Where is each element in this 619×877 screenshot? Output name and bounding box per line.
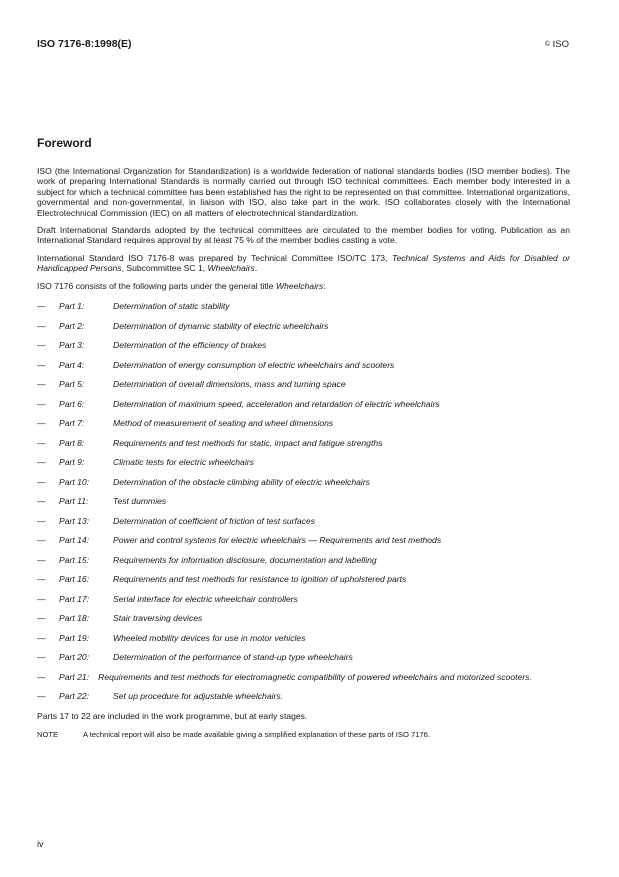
list-item bbox=[37, 613, 570, 623]
part-number: Part 2: bbox=[59, 320, 85, 331]
part-title: Determination of coefficient of friction of test surfaces bbox=[113, 515, 316, 526]
copyright-notice bbox=[545, 39, 569, 50]
committee-title: Technical Systems and Aids for Disabled or Handicapped Persons bbox=[37, 252, 570, 274]
list-dash: — bbox=[37, 437, 46, 448]
list-item bbox=[37, 360, 570, 370]
list-dash: — bbox=[37, 398, 46, 409]
part-title: Set up procedure for adjustable wheelchairs. bbox=[113, 691, 284, 702]
paragraph-iso-intro: ISO (the International Organization for Standardization) is a worldwide federation of national standards bodies (ISO member bodies). The work of preparing International Standards is normally carried out through ISO technical committees. Each member body interested in a subject for which a technical committee has been established has the right to be represented on that committee. International organizations, governmental and non-governmental, in liaison with ISO, also take part in the work. ISO collaborates closely with the International Electrotechnical Commission (IEC) on all matters of electrotechnical standardization. bbox=[37, 166, 570, 218]
section-title: Foreword bbox=[37, 136, 92, 150]
part-number: Part 17: bbox=[59, 593, 90, 604]
part-title: Wheeled mobility devices for use in motor vehicles bbox=[113, 632, 306, 643]
text-run: . bbox=[254, 263, 258, 274]
paragraph-prepared-by bbox=[37, 253, 570, 274]
part-number: Part 15: bbox=[59, 554, 90, 565]
part-number: Part 14: bbox=[59, 535, 90, 546]
part-number: Part 3: bbox=[59, 340, 85, 351]
list-dash: — bbox=[37, 613, 46, 624]
list-item bbox=[37, 321, 570, 331]
copyright-holder: ISO bbox=[552, 39, 569, 50]
part-title: Requirements and test methods for static, impact and fatigue strengths bbox=[113, 437, 383, 448]
part-number: Part 6: bbox=[59, 398, 85, 409]
list-dash: — bbox=[37, 418, 46, 429]
list-dash: — bbox=[37, 301, 46, 312]
list-dash: — bbox=[37, 340, 46, 351]
part-number: Part 7: bbox=[59, 418, 85, 429]
list-dash: — bbox=[37, 632, 46, 643]
list-item bbox=[37, 672, 570, 682]
list-item bbox=[37, 457, 570, 467]
note-label: NOTE bbox=[37, 729, 59, 739]
part-number: Part 20: bbox=[59, 652, 90, 663]
list-dash: — bbox=[37, 379, 46, 390]
part-number: Part 16: bbox=[59, 574, 90, 585]
part-title: Requirements and test methods for electromagnetic compatibility of powered wheelchairs and motorized scooters. bbox=[98, 671, 532, 682]
part-number: Part 11: bbox=[59, 496, 89, 507]
part-title: Determination of static stability bbox=[113, 301, 230, 312]
list-item bbox=[37, 633, 570, 643]
part-title: Determination of overall dimensions, mass and turning space bbox=[113, 379, 346, 390]
part-number: Part 10: bbox=[59, 476, 90, 487]
part-title: Test dummies bbox=[113, 496, 167, 507]
list-dash: — bbox=[37, 496, 46, 507]
paragraph-draft-standards: Draft International Standards adopted by the technical committees are circulated to the member bodies for voting. Publication as an International Standard requires approval by at least 75 % of the member bodies casting a vote. bbox=[37, 225, 570, 246]
text-run: , Subcommittee SC 1, bbox=[121, 263, 208, 274]
list-item bbox=[37, 574, 570, 584]
list-dash: — bbox=[37, 593, 46, 604]
part-title: Method of measurement of seating and wheel dimensions bbox=[113, 418, 334, 429]
list-item bbox=[37, 555, 570, 565]
page-number: iv bbox=[37, 839, 44, 849]
part-title: Requirements for information disclosure, documentation and labelling bbox=[113, 554, 377, 565]
paragraph-work-programme: Parts 17 to 22 are included in the work programme, but at early stages. bbox=[37, 710, 308, 721]
foreword-section bbox=[37, 136, 570, 740]
part-title: Serial interface for electric wheelchair controllers bbox=[113, 593, 298, 604]
general-title: Wheelchairs bbox=[275, 280, 324, 291]
part-number: Part 18: bbox=[59, 613, 90, 624]
part-title: Determination of maximum speed, acceleration and retardation of electric wheelchairs bbox=[113, 398, 440, 409]
list-dash: — bbox=[37, 476, 46, 487]
list-dash: — bbox=[37, 359, 46, 370]
text-run: : bbox=[323, 280, 326, 291]
part-number: Part 22: bbox=[59, 691, 90, 702]
list-item bbox=[37, 418, 570, 428]
part-title: Power and control systems for electric wheelchairs — Requirements and test methods bbox=[113, 535, 442, 546]
part-number: Part 19: bbox=[59, 632, 90, 643]
part-title: Determination of the efficiency of brakes bbox=[113, 340, 267, 351]
parts-list bbox=[37, 301, 570, 701]
part-number: Part 21: bbox=[59, 671, 90, 682]
part-title: Requirements and test methods for resistance to ignition of upholstered parts bbox=[113, 574, 407, 585]
list-item bbox=[37, 379, 570, 389]
part-number: Part 5: bbox=[59, 379, 85, 390]
list-item bbox=[37, 301, 570, 311]
part-number: Part 1: bbox=[59, 301, 85, 312]
part-number: Part 4: bbox=[59, 359, 85, 370]
list-item bbox=[37, 652, 570, 662]
text-run: International Standard ISO 7176-8 was prepared by Technical Committee ISO/TC 173, bbox=[37, 252, 392, 263]
part-title: Climatic tests for electric wheelchairs bbox=[113, 457, 254, 468]
subcommittee-title: Wheelchairs bbox=[207, 263, 255, 274]
text-run: ISO 7176 consists of the following parts under the general title bbox=[37, 280, 276, 291]
list-item bbox=[37, 438, 570, 448]
part-title: Determination of the obstacle climbing ability of electric wheelchairs bbox=[113, 476, 370, 487]
document-id: ISO 7176-8:1998(E) bbox=[37, 38, 132, 50]
copyright-symbol: © bbox=[544, 41, 550, 48]
list-item bbox=[37, 340, 570, 350]
list-dash: — bbox=[37, 691, 46, 702]
part-number: Part 13: bbox=[59, 515, 90, 526]
list-dash: — bbox=[37, 515, 46, 526]
list-dash: — bbox=[37, 320, 46, 331]
list-item bbox=[37, 691, 570, 701]
list-item bbox=[37, 477, 570, 487]
list-dash: — bbox=[37, 535, 46, 546]
list-item bbox=[37, 399, 570, 409]
part-number: Part 9: bbox=[59, 457, 85, 468]
paragraph-parts-intro bbox=[37, 281, 570, 291]
part-title: Determination of energy consumption of electric wheelchairs and scooters bbox=[113, 359, 395, 370]
list-dash: — bbox=[37, 554, 46, 565]
part-title: Stair traversing devices bbox=[113, 613, 203, 624]
list-item bbox=[37, 594, 570, 604]
list-item bbox=[37, 535, 570, 545]
part-title: Determination of dynamic stability of electric wheelchairs bbox=[113, 320, 329, 331]
list-dash: — bbox=[37, 652, 46, 663]
note bbox=[37, 730, 570, 740]
list-dash: — bbox=[37, 574, 46, 585]
list-item bbox=[37, 496, 570, 506]
list-item bbox=[37, 516, 570, 526]
list-dash: — bbox=[37, 457, 46, 468]
part-title: Determination of the performance of stand-up type wheelchairs bbox=[113, 652, 353, 663]
part-number: Part 8: bbox=[59, 437, 85, 448]
list-dash: — bbox=[37, 671, 46, 682]
note-text: A technical report will also be made available giving a simplified explanation of these parts of ISO 7176. bbox=[83, 729, 430, 739]
